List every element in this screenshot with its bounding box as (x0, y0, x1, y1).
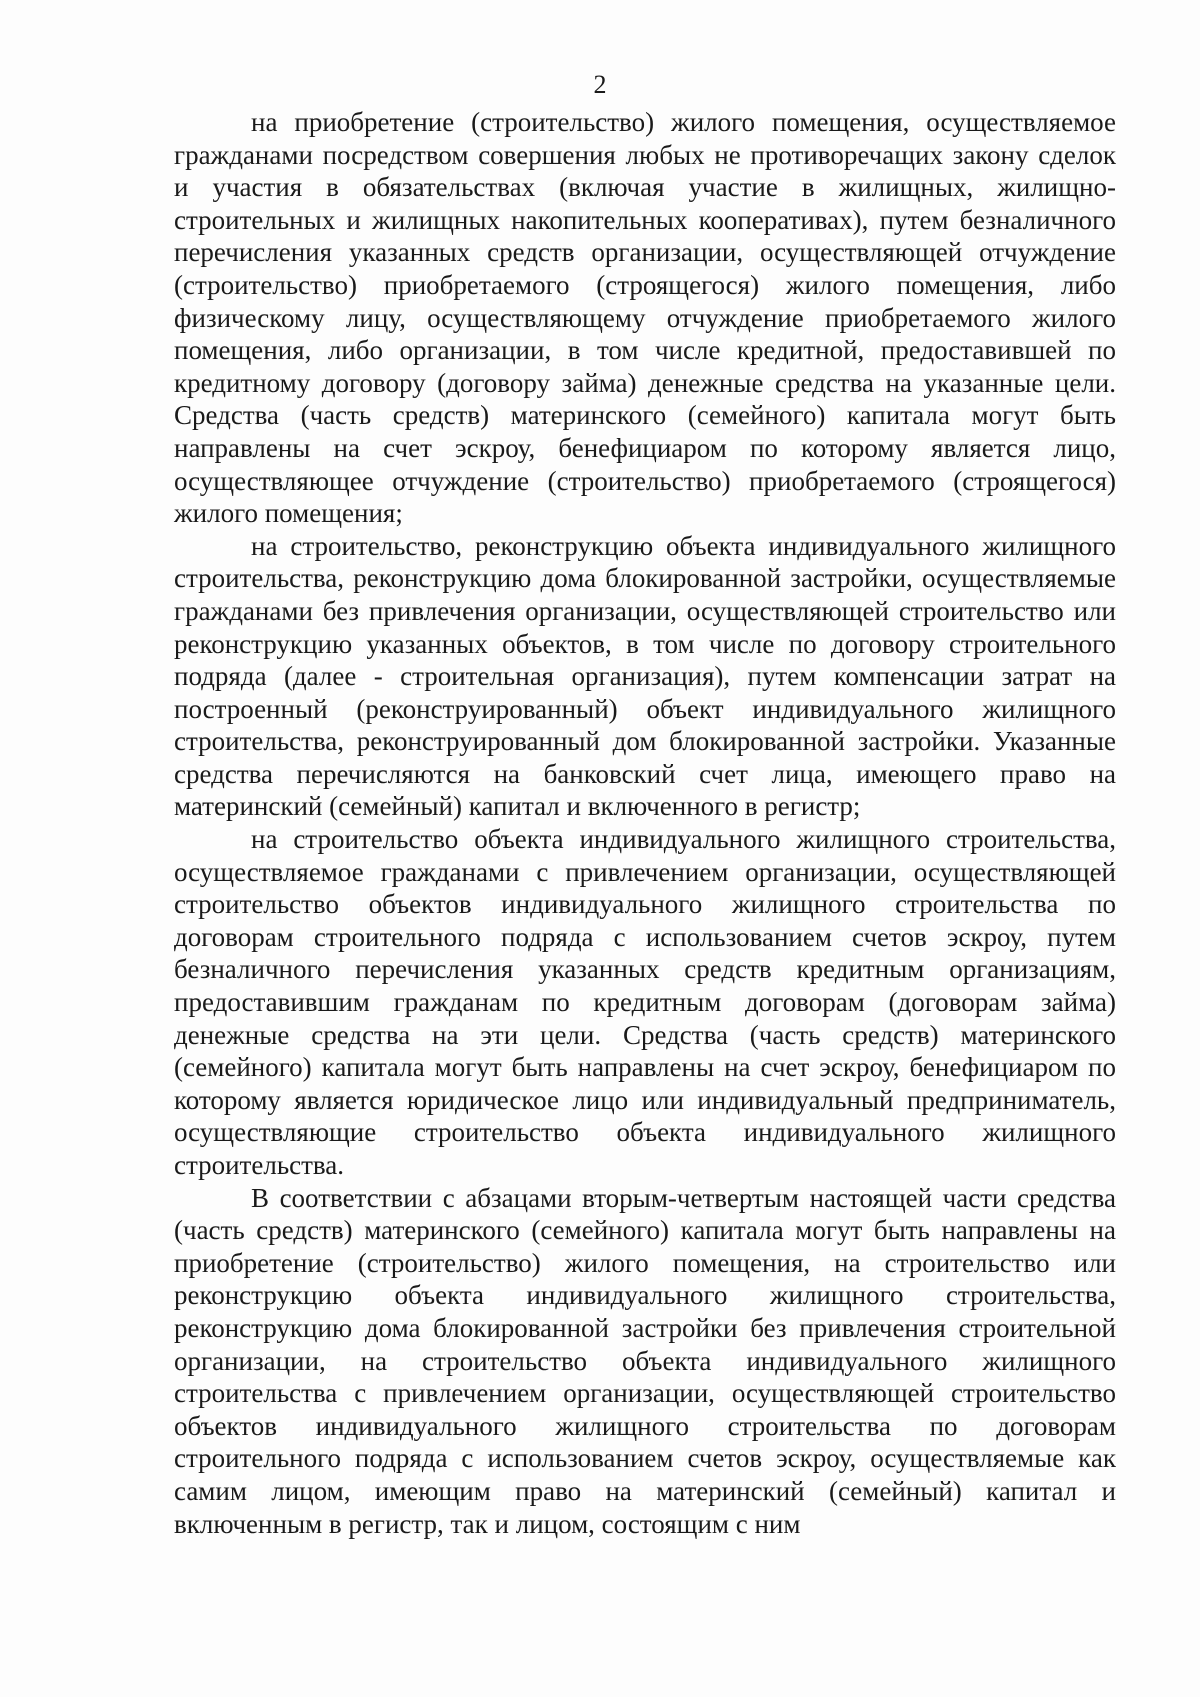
paragraph-3: на строительство объекта индивидуального жилищного строительства, осуществляемое гражданами с привлечением организации, осуществляющей строительство объектов индивидуального жилищного строительства по договорам строительного подряда с использованием счетов эскроу, путем безналичного перечисления указанных средств кредитным организациям, предоставившим гражданам по кредитным договорам (договорам займа) денежные средства на эти цели. Средства (часть средств) материнского (семейного) капитала могут быть направлены на счет эскроу, бенефициаром по которому является юридическое лицо или индивидуальный предприниматель, осуществляющие строительство объекта индивидуального жилищного строительства. (174, 824, 1116, 1180)
paragraph-2: на строительство, реконструкцию объекта индивидуального жилищного строительства, реконструкцию дома блокированной застройки, осуществляемые гражданами без привлечения организации, осуществляющей строительство или реконструкцию указанных объектов, в том числе по договору строительного подряда (далее - строительная организация), путем компенсации затрат на построенный (реконструированный) объект индивидуального жилищного строительства, реконструированный дом блокированной застройки. Указанные средства перечисляются на банковский счет лица, имеющего право на материнский (семейный) капитал и включенного в регистр; (174, 530, 1116, 822)
paragraph-4: В соответствии с абзацами вторым-четвертым настоящей части средства (часть средств) материнского (семейного) капитала могут быть направлены на приобретение (строительство) жилого помещения, на строительство или реконструкцию объекта индивидуального жилищного строительства, реконструкцию дома блокированной застройки без привлечения строительной организации, на строительство объекта индивидуального жилищного строительства с привлечением организации, осуществляющей строительство объектов индивидуального жилищного строительства по договорам строительного подряда с использованием счетов эскроу, осуществляемые как самим лицом, имеющим право на материнский (семейный) капитал и включенным в регистр, так и лицом, состоящим с ним (174, 1182, 1116, 1539)
page-number: 2 (593, 70, 607, 99)
paragraph-1: на приобретение (строительство) жилого помещения, осуществляемое гражданами посредством совершения любых не противоречащих закону сделок и участия в обязательствах (включая участие в жилищных, жилищно-строительных и жилищных накопительных кооперативах), путем безналичного перечисления указанных средств организации, осуществляющей отчуждение (строительство) приобретаемого (строящегося) жилого помещения, либо физическому лицу, осуществляющему отчуждение приобретаемого жилого помещения, либо организации, в том числе кредитной, предоставившей по кредитному договору (договору займа) денежные средства на указанные цели. Средства (часть средств) материнского (семейного) капитала могут быть направлены на счет эскроу, бенефициаром по которому является лицо, осуществляющее отчуждение (строительство) приобретаемого (строящегося) жилого помещения; (174, 107, 1116, 529)
document-body (174, 106, 1116, 1540)
